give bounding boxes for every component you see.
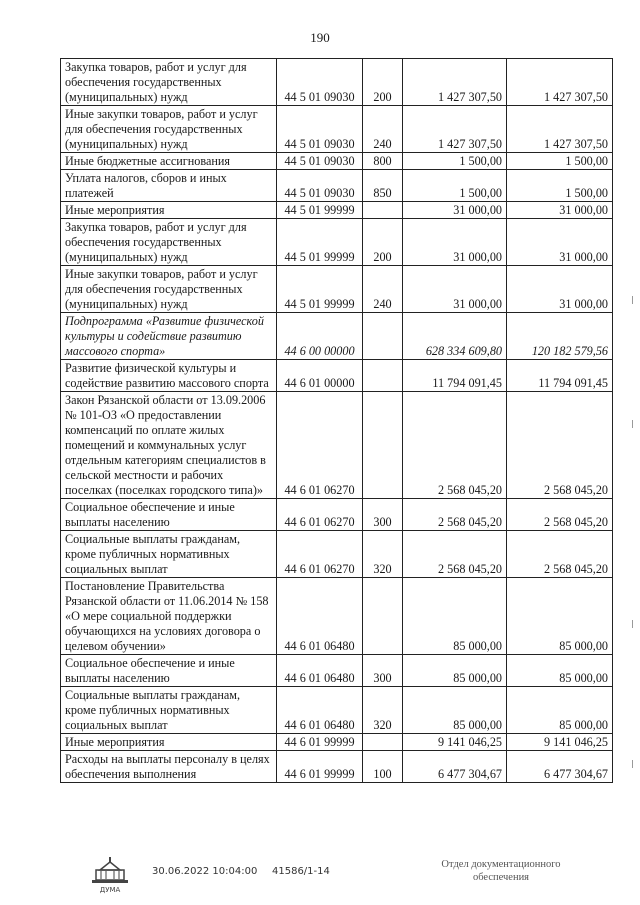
row-code-cell: 44 5 01 99999 xyxy=(277,219,363,266)
row-name-cell: Расходы на выплаты персоналу в целях обеспечения выполнения xyxy=(61,751,277,783)
table-row xyxy=(61,266,613,313)
row-code-cell: 44 6 01 99999 xyxy=(277,734,363,751)
row-expense-type-cell xyxy=(363,734,403,751)
row-sum-2022-cell: 2 568 045,20 xyxy=(403,499,507,531)
table-row xyxy=(61,578,613,655)
page-number: 190 xyxy=(310,30,330,45)
row-sum-cell: 1 427 307,50 xyxy=(507,106,613,153)
row-code-cell: 44 6 00 00000 xyxy=(277,313,363,360)
row-name-cell: Социальные выплаты гражданам, кроме публичных нормативных социальных выплат xyxy=(61,687,277,734)
row-name-cell: Иные мероприятия xyxy=(61,202,277,219)
row-name-cell: Иные мероприятия xyxy=(61,734,277,751)
duma-building-icon xyxy=(88,856,132,896)
table-row xyxy=(61,202,613,219)
row-sum-cell: 31 000,00 xyxy=(507,219,613,266)
row-sum-2022-cell: 1 500,00 xyxy=(403,170,507,202)
row-sum-2022-cell: 628 334 609,80 xyxy=(403,313,507,360)
row-sum-cell: 11 794 091,45 xyxy=(507,360,613,392)
row-code-cell: 44 5 01 09030 xyxy=(277,59,363,106)
row-sum-cell: 2 568 045,20 xyxy=(507,499,613,531)
row-sum-2022-cell: 2 568 045,20 xyxy=(403,392,507,499)
row-sum-2022-cell: 1 427 307,50 xyxy=(403,106,507,153)
margin-mark xyxy=(632,760,637,768)
row-name-cell: Подпрограмма «Развитие физической культуры и содействие развитию массового спорта» xyxy=(61,313,277,360)
row-code-cell: 44 6 01 06480 xyxy=(277,687,363,734)
table-row xyxy=(61,687,613,734)
row-sum-cell: 1 427 307,50 xyxy=(507,59,613,106)
table-row xyxy=(61,531,613,578)
svg-text:ДУМА: ДУМА xyxy=(99,886,121,894)
row-sum-cell: 1 500,00 xyxy=(507,170,613,202)
row-name-cell: Иные закупки товаров, работ и услуг для обеспечения государственных (муниципальных) нужд xyxy=(61,106,277,153)
row-sum-cell: 1 500,00 xyxy=(507,153,613,170)
row-code-cell: 44 6 01 99999 xyxy=(277,751,363,783)
budget-table-body xyxy=(61,59,613,783)
row-sum-2022-cell: 85 000,00 xyxy=(403,578,507,655)
row-name-cell: Социальное обеспечение и иные выплаты населению xyxy=(61,499,277,531)
department-stamp xyxy=(436,858,566,884)
row-sum-2022-cell: 9 141 046,25 xyxy=(403,734,507,751)
row-sum-2022-cell: 31 000,00 xyxy=(403,202,507,219)
table-row xyxy=(61,360,613,392)
row-sum-cell: 6 477 304,67 xyxy=(507,751,613,783)
margin-mark xyxy=(632,296,637,304)
row-name-cell: Уплата налогов, сборов и иных платежей xyxy=(61,170,277,202)
row-code-cell: 44 6 01 06270 xyxy=(277,392,363,499)
row-sum-cell: 85 000,00 xyxy=(507,578,613,655)
row-sum-2022-cell: 2 568 045,20 xyxy=(403,531,507,578)
row-expense-type-cell: 300 xyxy=(363,655,403,687)
row-sum-cell: 31 000,00 xyxy=(507,202,613,219)
row-sum-2022-cell: 85 000,00 xyxy=(403,655,507,687)
row-code-cell: 44 6 01 06270 xyxy=(277,499,363,531)
row-sum-2022-cell: 1 500,00 xyxy=(403,153,507,170)
row-sum-cell: 31 000,00 xyxy=(507,266,613,313)
table-row xyxy=(61,153,613,170)
table-row xyxy=(61,59,613,106)
row-code-cell: 44 6 01 06480 xyxy=(277,578,363,655)
table-row xyxy=(61,170,613,202)
row-expense-type-cell xyxy=(363,202,403,219)
footer-doc-number: 41586/1-14 xyxy=(272,866,330,877)
row-name-cell: Социальные выплаты гражданам, кроме публичных нормативных социальных выплат xyxy=(61,531,277,578)
row-expense-type-cell: 200 xyxy=(363,219,403,266)
row-name-cell: Иные бюджетные ассигнования xyxy=(61,153,277,170)
row-sum-cell: 120 182 579,56 xyxy=(507,313,613,360)
row-sum-2022-cell: 85 000,00 xyxy=(403,687,507,734)
row-expense-type-cell xyxy=(363,392,403,499)
row-expense-type-cell: 300 xyxy=(363,499,403,531)
row-name-cell: Постановление Правительства Рязанской области от 11.06.2014 № 158 «О мере социальной поддержки обучающихся на условиях договора о целевом обучении» xyxy=(61,578,277,655)
row-code-cell: 44 5 01 99999 xyxy=(277,266,363,313)
row-name-cell: Закон Рязанской области от 13.09.2006 № 101-ОЗ «О предоставлении компенсаций по оплате жилых помещений и коммунальных услуг отдельным категориям специалистов в сельской местности и рабочих поселках (поселках городского типа)» xyxy=(61,392,277,499)
row-expense-type-cell xyxy=(363,360,403,392)
row-expense-type-cell: 800 xyxy=(363,153,403,170)
row-name-cell: Закупка товаров, работ и услуг для обеспечения государственных (муниципальных) нужд xyxy=(61,59,277,106)
row-sum-2022-cell: 31 000,00 xyxy=(403,266,507,313)
budget-table xyxy=(60,58,613,783)
table-row xyxy=(61,655,613,687)
table-row xyxy=(61,751,613,783)
row-sum-2022-cell: 6 477 304,67 xyxy=(403,751,507,783)
row-expense-type-cell: 100 xyxy=(363,751,403,783)
margin-mark xyxy=(632,620,637,628)
row-name-cell: Иные закупки товаров, работ и услуг для обеспечения государственных (муниципальных) нужд xyxy=(61,266,277,313)
row-expense-type-cell: 850 xyxy=(363,170,403,202)
row-expense-type-cell: 200 xyxy=(363,59,403,106)
table-row xyxy=(61,106,613,153)
row-expense-type-cell xyxy=(363,313,403,360)
table-row xyxy=(61,313,613,360)
row-name-cell: Закупка товаров, работ и услуг для обеспечения государственных (муниципальных) нужд xyxy=(61,219,277,266)
row-sum-2022-cell: 31 000,00 xyxy=(403,219,507,266)
table-row xyxy=(61,392,613,499)
row-expense-type-cell: 320 xyxy=(363,687,403,734)
row-code-cell: 44 5 01 99999 xyxy=(277,202,363,219)
row-code-cell: 44 5 01 09030 xyxy=(277,170,363,202)
row-sum-cell: 85 000,00 xyxy=(507,655,613,687)
row-sum-cell: 2 568 045,20 xyxy=(507,392,613,499)
stamp-line-2: обеспечения xyxy=(472,872,530,883)
row-code-cell: 44 6 01 06270 xyxy=(277,531,363,578)
row-sum-2022-cell: 1 427 307,50 xyxy=(403,59,507,106)
row-sum-cell: 2 568 045,20 xyxy=(507,531,613,578)
row-code-cell: 44 6 01 00000 xyxy=(277,360,363,392)
row-code-cell: 44 5 01 09030 xyxy=(277,153,363,170)
table-row xyxy=(61,219,613,266)
stamp-line-1: Отдел документационного xyxy=(441,859,561,870)
table-row xyxy=(61,499,613,531)
row-sum-cell: 9 141 046,25 xyxy=(507,734,613,751)
row-code-cell: 44 5 01 09030 xyxy=(277,106,363,153)
table-row xyxy=(61,734,613,751)
row-expense-type-cell: 240 xyxy=(363,266,403,313)
row-expense-type-cell xyxy=(363,578,403,655)
row-expense-type-cell: 240 xyxy=(363,106,403,153)
row-code-cell: 44 6 01 06480 xyxy=(277,655,363,687)
footer-datetime: 30.06.2022 10:04:00 xyxy=(152,866,258,877)
row-expense-type-cell: 320 xyxy=(363,531,403,578)
row-sum-2022-cell: 11 794 091,45 xyxy=(403,360,507,392)
row-name-cell: Социальное обеспечение и иные выплаты населению xyxy=(61,655,277,687)
row-sum-cell: 85 000,00 xyxy=(507,687,613,734)
margin-mark xyxy=(632,420,637,428)
row-name-cell: Развитие физической культуры и содействие развитию массового спорта xyxy=(61,360,277,392)
